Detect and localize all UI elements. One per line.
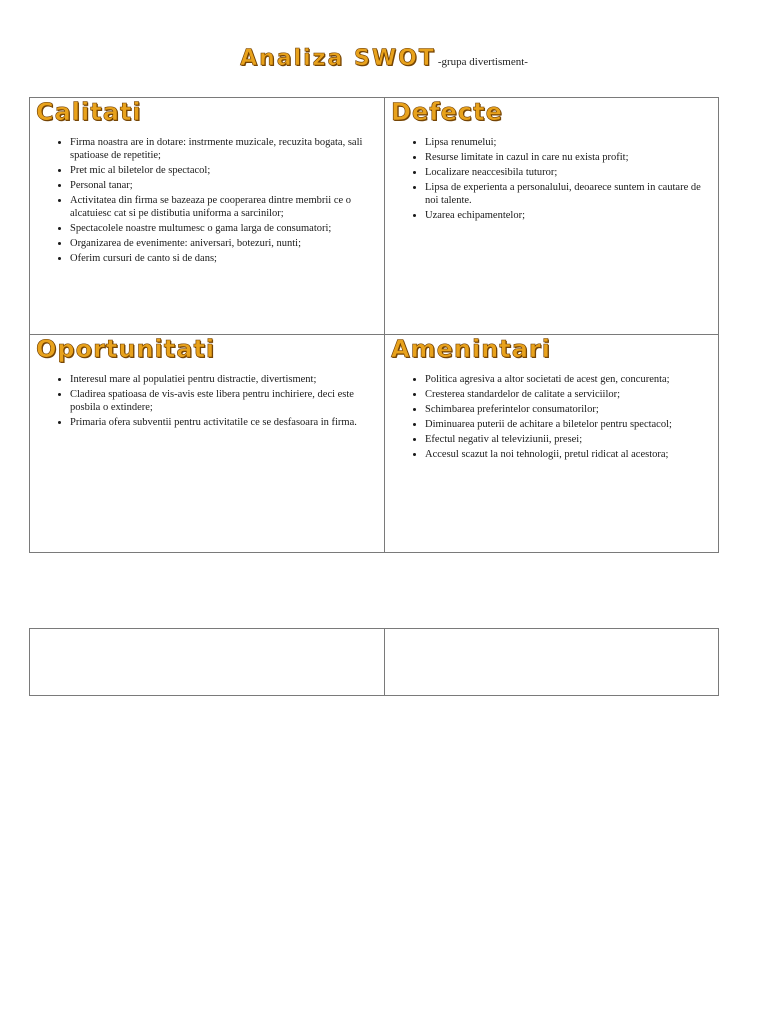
list-item: • Oferim cursuri de canto si de dans; [70,252,378,265]
list-item: • Pret mic al biletelor de spectacol; [70,164,378,177]
list-item: • Cladirea spatioasa de vis-avis este libera pentru inchiriere, deci este posbila o extindere; [70,388,378,414]
document-title: Analiza SWOT [240,46,436,71]
list-item: • Lipsa renumelui; [425,136,712,149]
page-title [0,46,768,71]
list-item: • Interesul mare al populatiei pentru distractie, divertisment; [70,373,378,386]
empty-table [29,628,719,696]
threats-cell [385,335,718,552]
list-item: • Organizarea de evenimente: aniversari, botezuri, nunti; [70,237,378,250]
opportunities-heading: Oportunitati [36,335,216,363]
strengths-cell [30,98,385,335]
threats-heading: Amenintari [391,335,551,363]
list-item: • Accesul scazut la noi tehnologii, pretul ridicat al acestora; [425,448,712,461]
empty-table-cell-left [30,629,385,695]
list-item: • Schimbarea preferintelor consumatorilor; [425,403,712,416]
list-item: • Uzarea echipamentelor; [425,209,712,222]
list-item: • Personal tanar; [70,179,378,192]
list-item: • Activitatea din firma se bazeaza pe cooperarea dintre membrii ce o alcatuiesc cat si pe distibutia uniforma a sarcinilor; [70,194,378,220]
list-item: • Firma noastra are in dotare: instrmente muzicale, recuzita bogata, sali spatioase de repetitie; [70,136,378,162]
list-item: • Spectacolele noastre multumesc o gama larga de consumatori; [70,222,378,235]
list-item: • Efectul negativ al televiziunii, presei; [425,433,712,446]
weaknesses-heading: Defecte [391,98,503,126]
list-item: • Diminuarea puterii de achitare a biletelor pentru spectacol; [425,418,712,431]
list-item: • Localizare neaccesibila tuturor; [425,166,712,179]
list-item: • Resurse limitate in cazul in care nu exista profit; [425,151,712,164]
list-item: • Primaria ofera subventii pentru activitatile ce se desfasoara in firma. [70,416,378,429]
opportunities-cell [30,335,385,552]
weaknesses-list [391,136,712,222]
empty-table-cell-right [385,629,718,695]
list-item: • Lipsa de experienta a personalului, deoarece suntem in cautare de noi talente. [425,181,712,207]
strengths-heading: Calitati [36,98,142,126]
list-item: • Cresterea standardelor de calitate a serviciilor; [425,388,712,401]
swot-table [29,97,719,553]
strengths-list [36,136,378,265]
threats-list [391,373,712,461]
document-subtitle: -grupa divertisment- [437,56,528,68]
opportunities-list [36,373,378,429]
list-item: • Politica agresiva a altor societati de acest gen, concurenta; [425,373,712,386]
weaknesses-cell [385,98,718,335]
